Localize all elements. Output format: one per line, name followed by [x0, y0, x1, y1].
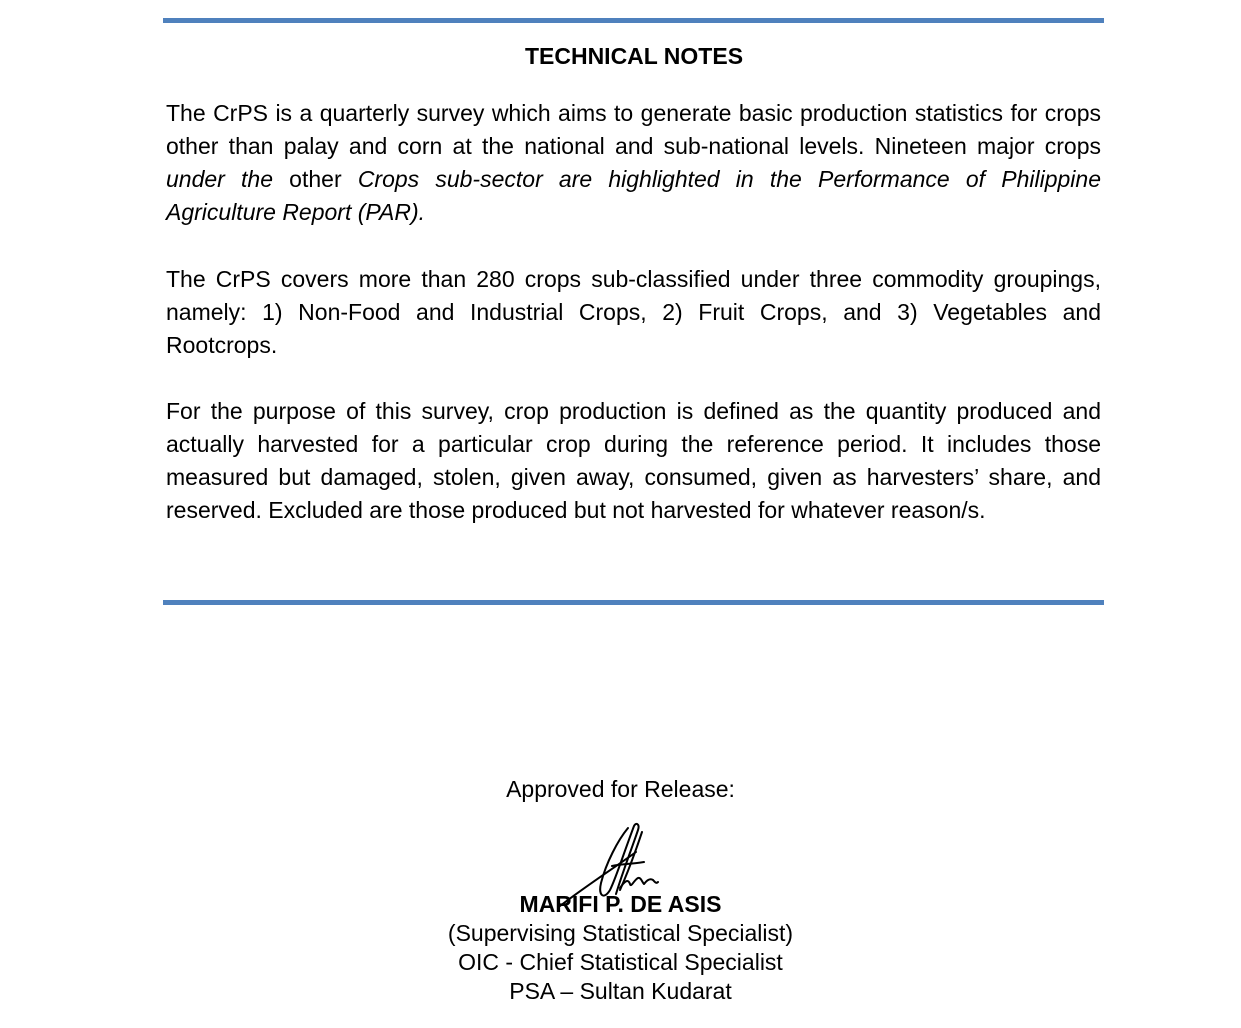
- paragraph-text-italic: under the: [166, 166, 273, 192]
- page-title: TECHNICAL NOTES: [524, 43, 744, 69]
- signatory-position: (Supervising Statistical Specialist): [447, 920, 794, 946]
- paragraph-crps-intro: [166, 97, 1101, 229]
- paragraph-text: For the purpose of this survey, crop production is defined as the quantity produced and actually harvested for a particular crop during the reference period. It includes those measured but damaged, stolen, given away, consumed, given as harvesters’ share, and reserved. Excluded are those produced but not harvested for whatever reason/s.: [166, 398, 1101, 523]
- paragraph-crop-production-definition: [166, 395, 1101, 527]
- paragraph-text: other: [273, 166, 358, 192]
- approval-label: Approved for Release:: [506, 776, 735, 802]
- paragraph-text: The CrPS covers more than 280 crops sub-classified under three commodity groupings, namely: 1) Non-Food and Industrial Crops, 2) Fruit Crops, and 3) Vegetables and Rootcrops.: [166, 266, 1101, 358]
- paragraph-crps-coverage: [166, 263, 1101, 362]
- signatory-office: PSA – Sultan Kudarat: [509, 978, 732, 1004]
- bottom-divider: [163, 600, 1104, 605]
- signature-block: [0, 890, 1241, 1006]
- signatory-position: OIC - Chief Statistical Specialist: [458, 949, 783, 975]
- paragraph-text-italic: Crops sub-sector are highlighted in the Performance of Philippine Agriculture Report (PAR).: [166, 166, 1101, 225]
- paragraph-text: The CrPS is a quarterly survey which aims to generate basic production statistics for crops other than palay and corn at the national and sub-national levels. Nineteen major crops: [166, 100, 1101, 159]
- top-divider: [163, 18, 1104, 23]
- signatory-name: MARIFI P. DE ASIS: [519, 891, 722, 917]
